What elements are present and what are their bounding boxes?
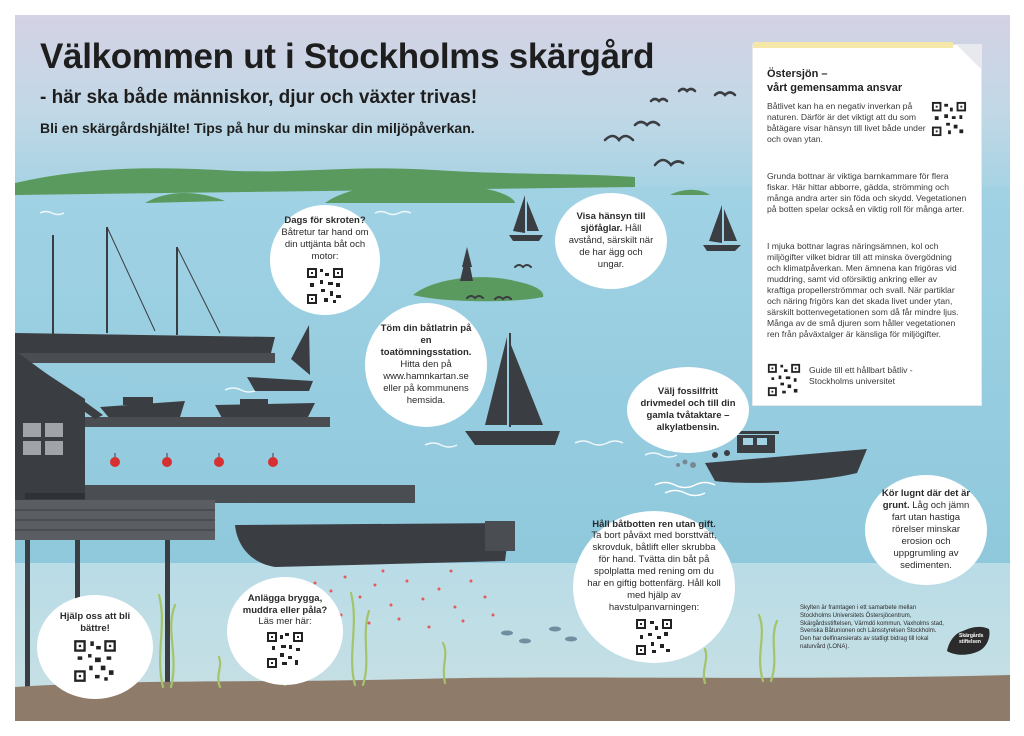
tagline: Bli en skärgårdshjälte! Tips på hur du minskar din miljöpåverkan. [40,120,475,136]
tip-heading: Kör lugnt där det är grunt. [881,488,971,512]
qr-code-icon[interactable] [931,101,967,137]
qr-code-icon[interactable] [635,618,673,656]
tip-bubble-toilet [365,303,487,427]
tip-text: Håll avstånd, särskilt när de har ägg och ungar. [568,223,654,270]
skargardsstiftelsen-logo [945,621,993,661]
tip-text: Låg och jämn fart utan hastiga rörelser minskar erosion och uppgrumling av sedimenten. [891,500,970,571]
page-title: Välkommen ut i Stockholms skärgård [40,37,655,76]
tip-heading: Dags för skroten? [284,215,366,227]
tip-heading: Töm din båtlatrin på en toatömningsstation. [380,323,472,359]
info-paragraph-1: Båtlivet kan ha en negativ inverkan på naturen. Därför är det viktigt att du som båtägare visar hänsyn till livet både under och ovan ytan. [767,101,926,144]
qr-code-icon[interactable] [306,267,344,305]
tip-bubble-dock [227,577,343,685]
moored-hull [235,523,510,567]
seabed [15,675,1010,721]
page-fold [956,44,982,70]
tip-heading: Hjälp oss att bli bättre! [59,611,131,634]
tip-bubble-hull [573,511,735,663]
qr-code-icon[interactable] [73,639,117,683]
logo-text: Skärgårds stiftelsen [959,633,984,645]
tip-heading: Anlägga brygga, muddra eller påla? [242,592,328,616]
tape-strip [753,42,953,48]
tip-bubble-shallow [865,475,987,585]
tip-bubble-fuel [627,367,749,453]
tip-bubble-birds [555,193,667,289]
tip-text: Läs mer här: [258,616,312,628]
info-paragraph-3: I mjuka bottnar lagras näringsämnen, kol och miljögifter vilket bidrar till att minska övergödning och klimatpåverkan. Men ämnena kan frigöras vid muddring, samt vid oförsiktig ankring eller av kraftiga propellerströmmar och svall. När partiklar och näring frigörs kan det skada livet under ytan, särskilt bottenvegetationen som då får mindre ljus. Många av de små djuren som håller vegetationen ren från påväxtalger är känsliga för miljögifter. [767,241,959,339]
tip-bubble-help [37,595,153,699]
info-heading-line1: Östersjön – [767,68,828,80]
tip-text: Hitta den på www.hamnkartan.se eller på kommunens hemsida. [383,359,469,406]
poster [15,15,1010,721]
info-paragraph-2: Grunda bottnar är viktiga barnkammare för flera fiskar. Här hittar abborre, gädda, strömming och många andra arter sin föda och skydd. Vegetationen på botten spelar också en viktig roll för många arter. [767,171,967,214]
tip-heading: Visa hänsyn till sjöfåglar. [576,211,646,235]
pier-upper [15,353,275,363]
tip-heading: Håll båtbotten ren utan gift. [592,518,716,530]
qr-code-icon[interactable] [767,363,801,397]
tip-bubble-scrap [270,205,380,315]
tip-heading: Välj fossilfritt drivmedel och till din gamla tvåtaktare – alkylatbensin. [640,386,736,433]
tip-text: Ta bort påväxt med borsttvätt, skrovduk, båtlift eller skrubba för hand. Tvätta din båt på spolplatta med rening om du har en giftig bottenfärg. Håll koll med hjälp av havstulpanvarningen: [587,530,721,613]
info-guide-link[interactable]: Guide till ett hållbart båtliv - Stockholms universitet [809,365,913,386]
info-heading-line2: vårt gemensamma ansvar [767,82,903,95]
pier-middle [75,417,330,427]
info-heading [767,67,902,96]
qr-code-icon[interactable] [266,631,304,669]
bench [25,493,85,499]
info-card [753,45,981,405]
tip-text: Båtretur tar hand om din uttjänta båt och motor: [281,227,369,262]
page-subtitle: - här ska både människor, djur och växter trivas! [40,87,478,108]
credits-text: Skylten är framtagen i ett samarbete mellan Stockholms Universitets Östersjöcentrum, Skärgårdsstiftelsen, Värmdö kommun, Vaxholms stad, Svenska Båtunionen och Länsstyrelsen Stockholm. Den har delfinansierats av statligt bidrag till lokal naturvård (LONA). [800,605,944,650]
